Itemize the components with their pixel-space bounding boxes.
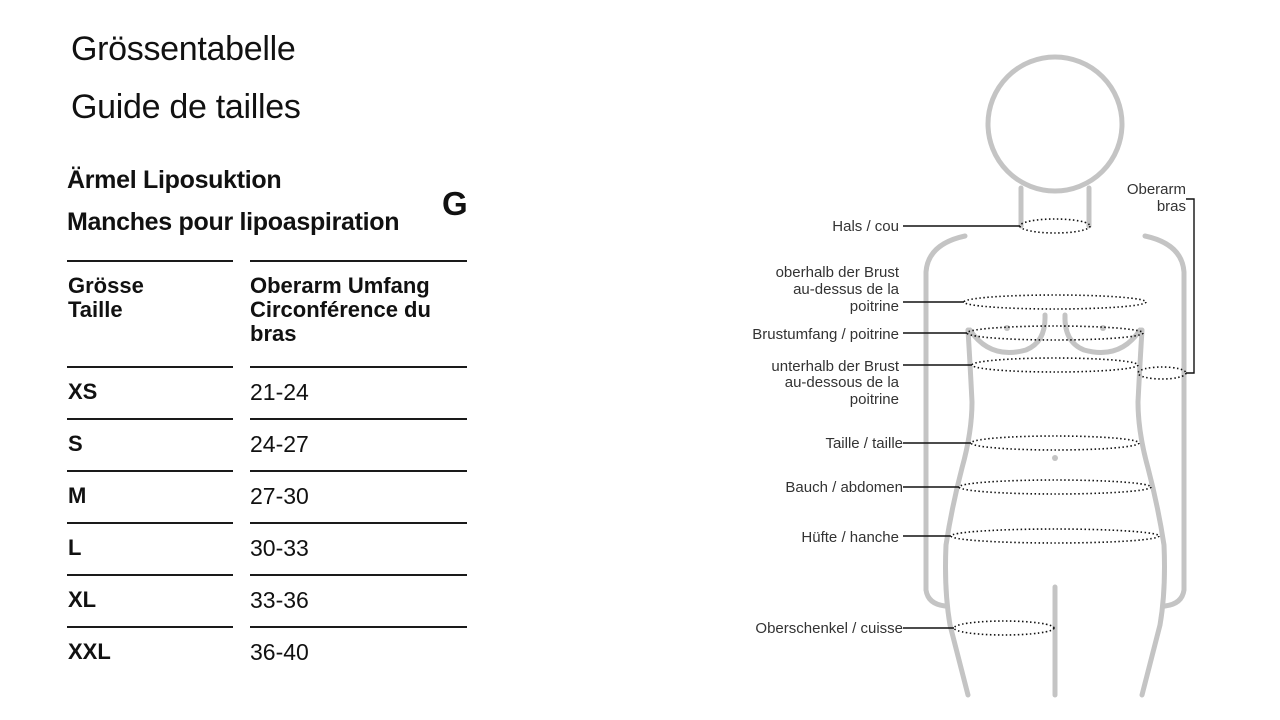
upper-arm-measure-ellipse [1138,367,1186,379]
size-cell: M [68,483,87,508]
range-cell: 24-27 [250,431,309,457]
above-bust-label-line-1: oberhalb der Brust [775,264,899,281]
above-bust-label-line-3: poitrine [849,298,899,315]
range-cell: 27-30 [250,483,309,509]
thigh-label: Oberschenkel / cuisse [755,620,903,637]
upper-arm-label-line-2: bras [1156,198,1186,215]
right-breast-outline [1065,315,1140,353]
range-cell: 36-40 [250,639,309,665]
measurement-lines [951,219,1186,635]
under-bust-label-line-3: poitrine [849,391,899,408]
body-measurement-diagram [700,40,1220,710]
under-bust-measure-ellipse [972,358,1138,372]
title-fr: Guide de tailles [71,88,301,126]
table-rule [67,574,233,576]
table-rule [250,260,467,262]
table-rule [67,260,233,262]
hip-measure-ellipse [951,529,1159,543]
table-rule [250,522,467,524]
table-rule [67,626,233,628]
size-cell: S [68,431,83,456]
abdomen-label: Bauch / abdomen [785,479,903,496]
abdomen-measure-ellipse [959,480,1151,494]
left-torso-outline [946,330,973,695]
bust-measure-ellipse [967,326,1143,340]
size-cell: XXL [68,639,111,664]
thigh-measure-ellipse [954,621,1054,635]
body-outline [926,57,1184,695]
right-torso-outline [1138,330,1165,695]
above-bust-measure-ellipse [964,295,1146,309]
product-name-fr: Manches pour lipoaspiration [67,208,400,236]
table-rule [250,470,467,472]
table-rule [250,418,467,420]
above-bust-label-line-2: au-dessus de la [793,281,899,298]
table-rule [250,574,467,576]
size-cell: XL [68,587,97,612]
table-rule [67,418,233,420]
neck-measure-ellipse [1020,219,1090,233]
size-cell: L [68,535,82,560]
size-cell: XS [68,379,98,404]
upper-arm-label-line-1: Oberarm [1126,181,1186,198]
table-rule [67,470,233,472]
range-cell: 21-24 [250,379,309,405]
table-rule [67,366,233,368]
column-header-upper-arm: Oberarm Umfang Circonférence du bras [250,273,431,346]
range-cell: 33-36 [250,587,309,613]
hip-label: Hüfte / hanche [801,529,899,546]
column-header-size: Grösse Taille [68,273,144,322]
neck-label: Hals / cou [832,218,899,235]
table-rule [250,366,467,368]
navel-marker [1052,455,1058,461]
under-bust-label-line-1: unterhalb der Brust [771,358,899,375]
head-outline [988,57,1122,191]
table-rule [250,626,467,628]
upper-arm-bracket [1186,199,1194,373]
waist-measure-ellipse [971,436,1139,450]
title-de: Grössentabelle [71,30,296,68]
table-rule [67,522,233,524]
body-markers [1004,325,1106,461]
range-cell: 30-33 [250,535,309,561]
waist-label: Taille / taille [825,435,903,452]
bust-label: Brustumfang / poitrine [752,326,899,343]
product-name-de: Ärmel Liposuktion [67,166,282,194]
under-bust-label-line-2: au-dessous de la [784,374,899,391]
size-category-badge: G [442,185,468,222]
left-breast-outline [970,315,1045,353]
